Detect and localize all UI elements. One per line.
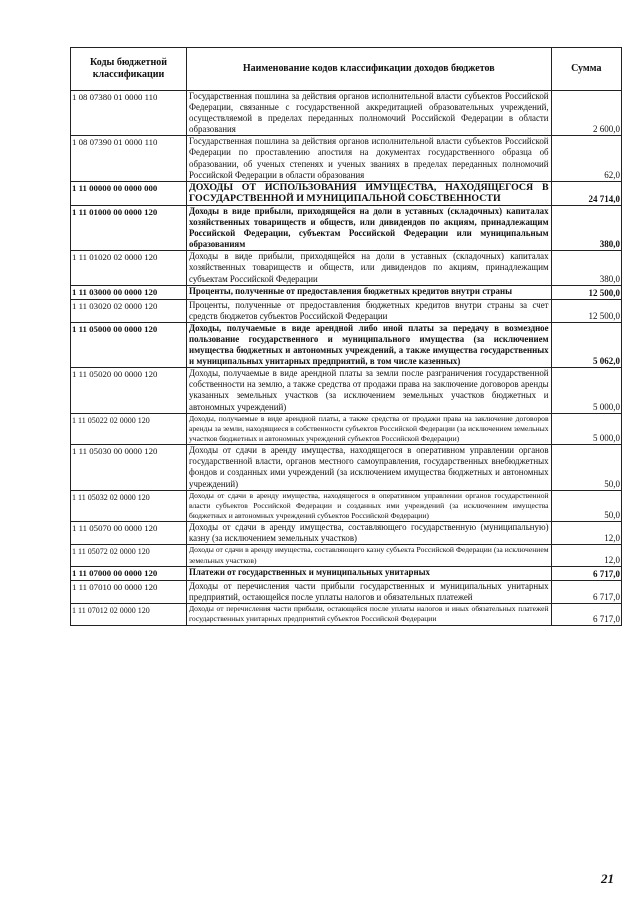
row-code: 1 11 00000 00 0000 000 [71, 181, 187, 205]
table-row [71, 545, 622, 566]
table-row [71, 445, 622, 490]
row-code: 1 11 07010 00 0000 120 [71, 580, 187, 603]
table-row [71, 522, 622, 545]
row-name: Доходы от сдачи в аренду имущества, находящегося в оперативном управлении органов государственной власти субъектов Российской Федерации и созданных ими учреждений (за исключением имущества бюджетных и автономных учреждений субъектов Российской Федерации) [187, 490, 552, 522]
row-code: 1 11 05032 02 0000 120 [71, 490, 187, 522]
row-name: Доходы от перечисления части прибыли, остающейся после уплаты налогов и иных обязательных платежей государственных унитарных предприятий субъектов Российской Федерации [187, 604, 552, 625]
row-code: 1 11 01000 00 0000 120 [71, 205, 187, 250]
row-code: 1 11 05072 02 0000 120 [71, 545, 187, 566]
row-code: 1 11 07012 02 0000 120 [71, 604, 187, 625]
row-name: Доходы от перечисления части прибыли государственных и муниципальных унитарных предприятий, остающейся после уплаты налогов и обязательных платежей [187, 580, 552, 603]
row-sum: 5 000,0 [551, 413, 621, 445]
row-sum: 6 717,0 [551, 566, 621, 580]
table-row [71, 205, 622, 250]
row-sum: 12,0 [551, 545, 621, 566]
header-name: Наименование кодов классификации доходов бюджетов [187, 48, 552, 91]
row-sum: 380,0 [551, 205, 621, 250]
table-header-row [71, 48, 622, 91]
row-sum: 12 500,0 [551, 285, 621, 299]
row-code: 1 11 05022 02 0000 120 [71, 413, 187, 445]
row-sum: 24 714,0 [551, 181, 621, 205]
row-sum: 380,0 [551, 251, 621, 285]
revenue-table-page [70, 47, 622, 626]
page-number: 21 [601, 871, 614, 886]
row-name: Доходы от сдачи в аренду имущества, составляющего казну субъекта Российской Федерации (за исключением земельных участков) [187, 545, 552, 566]
row-code: 1 11 05000 00 0000 120 [71, 322, 187, 367]
row-code: 1 11 03000 00 0000 120 [71, 285, 187, 299]
row-code: 1 11 05070 00 0000 120 [71, 522, 187, 545]
row-name: ДОХОДЫ ОТ ИСПОЛЬЗОВАНИЯ ИМУЩЕСТВА, НАХОДЯЩЕГОСЯ В ГОСУДАРСТВЕННОЙ И МУНИЦИПАЛЬНОЙ СОБСТВЕННОСТИ [187, 181, 552, 205]
row-name: Доходы в виде прибыли, приходящейся на доли в уставных (складочных) капиталах хозяйственных товариществ и обществ, или дивидендов по акциям, принадлежащим субъектам Российской Федерации [187, 251, 552, 285]
table-row [71, 251, 622, 285]
row-name: Доходы, получаемые в виде арендной платы, а также средства от продажи права на заключение договоров аренды за земли, находящиеся в собственности субъектов Российской Федерации (за исключением земельных участков бюджетных и автономных учреждений субъектов Российской Федерации) [187, 413, 552, 445]
row-code: 1 11 05020 00 0000 120 [71, 368, 187, 413]
row-name: Платежи от государственных и муниципальных унитарных [187, 566, 552, 580]
row-code: 1 11 03020 02 0000 120 [71, 299, 187, 322]
row-sum: 12,0 [551, 522, 621, 545]
row-name: Доходы, получаемые в виде арендной либо иной платы за передачу в возмездное пользование государственного и муниципального имущества (за исключением имущества бюджетных и автономных учреждений, а также имущества государственных и муниципальных унитарных предприятий, в том числе казенных) [187, 322, 552, 367]
table-row [71, 580, 622, 603]
table-row [71, 91, 622, 136]
row-sum: 5 062,0 [551, 322, 621, 367]
row-sum: 50,0 [551, 445, 621, 490]
table-row [71, 285, 622, 299]
row-name: Доходы от сдачи в аренду имущества, находящегося в оперативном управлении органов государственной власти, органов местного самоуправления, государственных внебюджетных фондов и созданных ими учреждений (за исключением имущества бюджетных и автономных учреждений) [187, 445, 552, 490]
table-row [71, 322, 622, 367]
row-sum: 2 600,0 [551, 91, 621, 136]
row-name: Доходы, получаемые в виде арендной платы за земли после разграничения государственной собственности на землю, а также средства от продажи права на заключение договоров аренды указанных земельных участков (за исключением земельных участков бюджетных и автономных учреждений) [187, 368, 552, 413]
row-code: 1 08 07390 01 0000 110 [71, 136, 187, 181]
table-row [71, 604, 622, 625]
table-row [71, 490, 622, 522]
row-sum: 6 717,0 [551, 604, 621, 625]
row-code: 1 11 07000 00 0000 120 [71, 566, 187, 580]
table-row [71, 566, 622, 580]
row-sum: 62,0 [551, 136, 621, 181]
table-row [71, 413, 622, 445]
row-name: Проценты, полученные от предоставления бюджетных кредитов внутри страны [187, 285, 552, 299]
row-code: 1 08 07380 01 0000 110 [71, 91, 187, 136]
row-name: Доходы от сдачи в аренду имущества, составляющего государственную (муниципальную) казну (за исключением земельных участков) [187, 522, 552, 545]
header-sum: Сумма [551, 48, 621, 91]
row-name: Государственная пошлина за действия органов исполнительной власти субъектов Российской Федерации по проставлению апостиля на документах государственного образца об образовании, об ученых степенях и ученых званиях в пределах переданных полномочий Российской Федерации в области образования [187, 136, 552, 181]
row-code: 1 11 05030 00 0000 120 [71, 445, 187, 490]
row-sum: 5 000,0 [551, 368, 621, 413]
row-name: Проценты, полученные от предоставления бюджетных кредитов внутри страны за счет средств бюджетов субъектов Российской Федерации [187, 299, 552, 322]
table-row [71, 368, 622, 413]
row-name: Государственная пошлина за действия органов исполнительной власти субъектов Российской Федерации, связанные с государственной аккредитацией образовательных учреждений, осуществляемой в пределах переданных полномочий Российской Федерации в области образования [187, 91, 552, 136]
row-sum: 12 500,0 [551, 299, 621, 322]
row-name: Доходы в виде прибыли, приходящейся на доли в уставных (складочных) капиталах хозяйственных товариществ и обществ, или дивидендов по акциям, принадлежащим Российской Федерации, субъектам Российской Федерации или муниципальным образованиям [187, 205, 552, 250]
row-sum: 6 717,0 [551, 580, 621, 603]
row-code: 1 11 01020 02 0000 120 [71, 251, 187, 285]
table-row [71, 136, 622, 181]
row-sum: 50,0 [551, 490, 621, 522]
table-row [71, 181, 622, 205]
header-codes: Коды бюджетной классификации [71, 48, 187, 91]
revenue-classification-table [70, 47, 622, 626]
table-row [71, 299, 622, 322]
